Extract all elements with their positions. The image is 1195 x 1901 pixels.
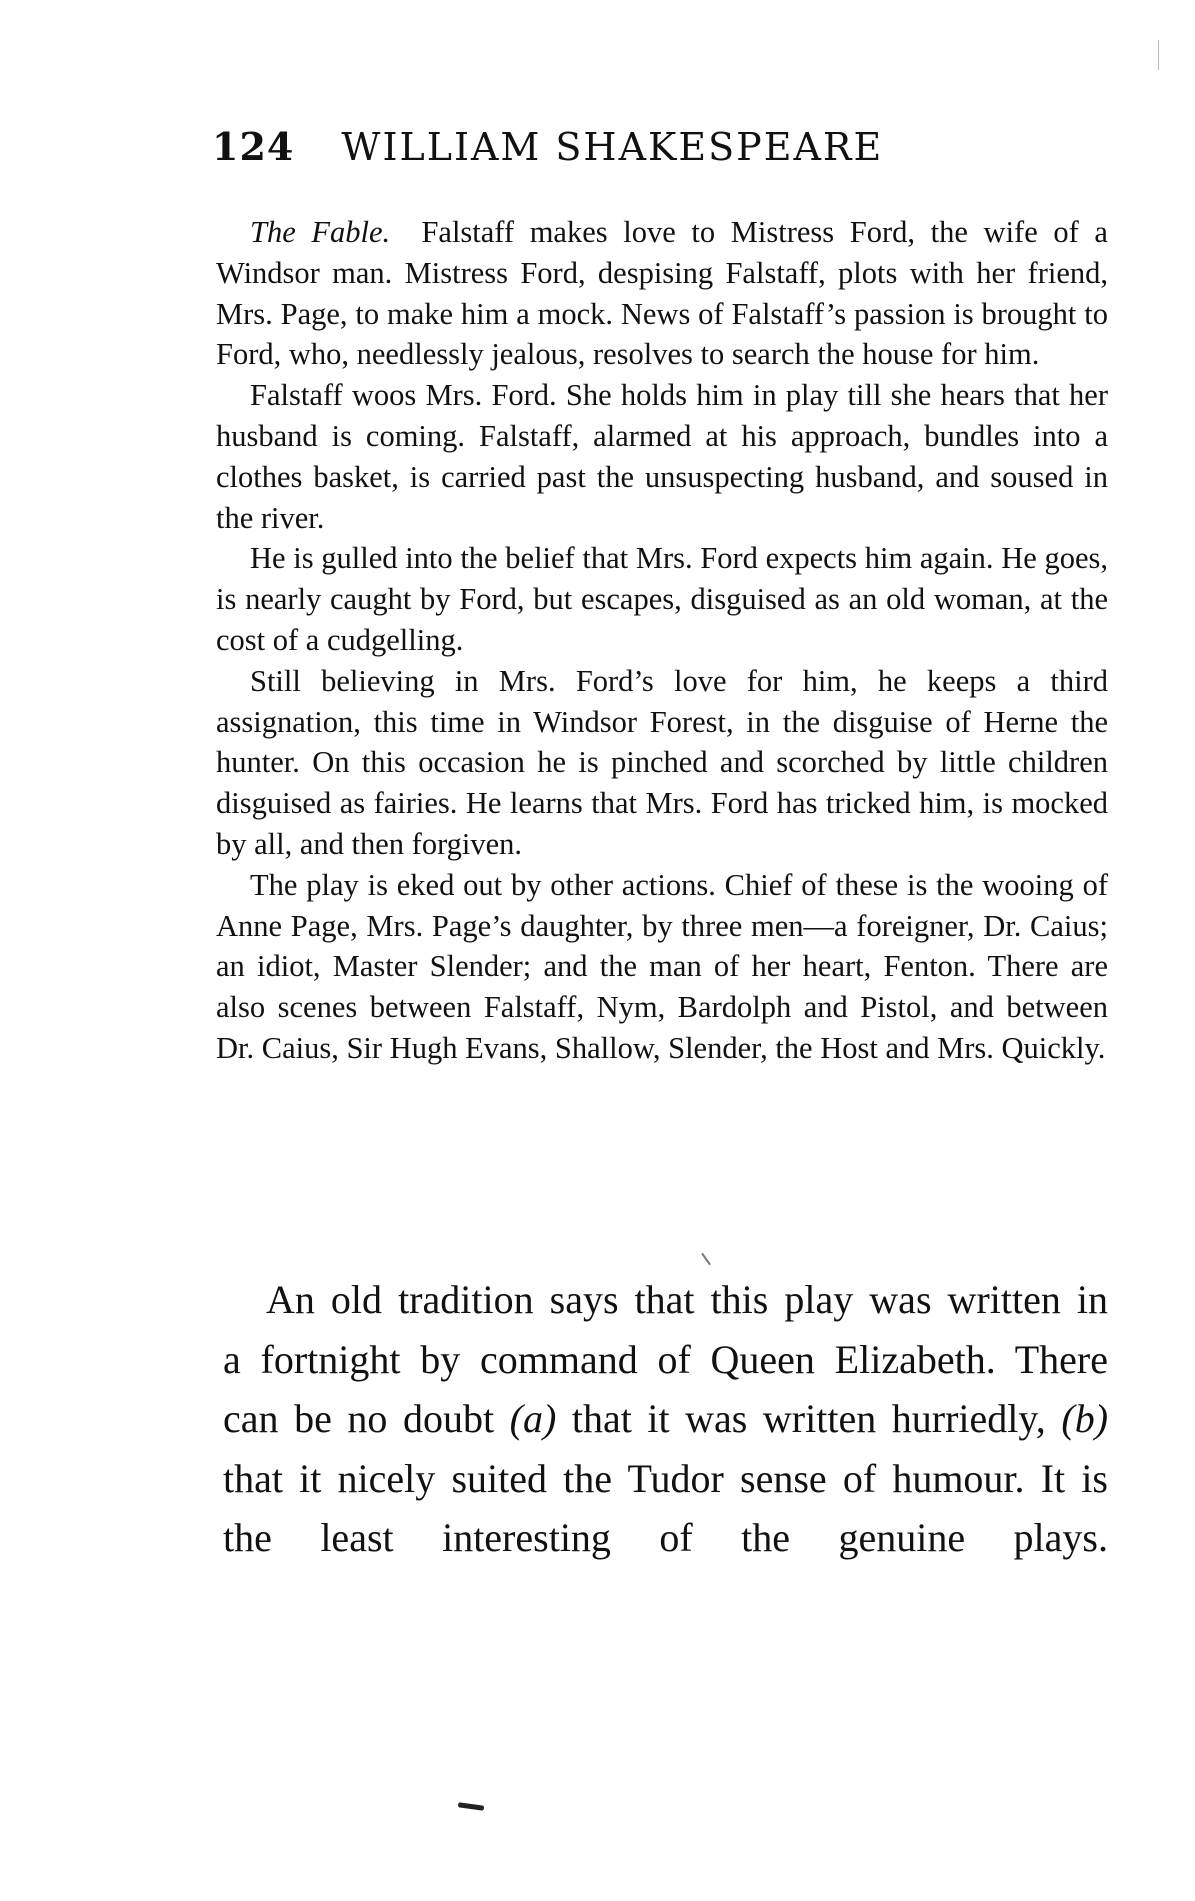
page-edge-mark bbox=[1158, 40, 1159, 70]
fable-paragraph-4: Still believing in Mrs. Ford’s love for him, he keeps a third assignation, this time in Windsor Forest, in the disguise of Herne the hunter. On this occasion he is pinched and scorched by little children disguised as fairies. He learns that Mrs. Ford has tricked him, is mocked by all, and then forgiven. bbox=[216, 663, 1108, 861]
stray-print-mark bbox=[701, 1253, 711, 1266]
fable-summary bbox=[216, 212, 1108, 1069]
page-header bbox=[212, 124, 1112, 169]
marker-a: (a) bbox=[509, 1396, 557, 1441]
ink-dash-mark bbox=[458, 1802, 484, 1811]
fable-paragraph-5: The play is eked out by other actions. Chief of these is the wooing of Anne Page, Mrs. Page’s daughter, by three men—a foreigner, Dr. Caius; an idiot, Master Slender; and the man of her heart, Fenton. There are also scenes between Falstaff, Nym, Bardolph and Pistol, and between Dr. Caius, Sir Hugh Evans, Shallow, Slender, the Host and Mrs. Quickly. bbox=[216, 867, 1108, 1065]
fable-paragraph-3: He is gulled into the belief that Mrs. Ford expects him again. He goes, is nearly caught by Ford, but escapes, disguised as an old woman, at the cost of a cudgelling. bbox=[216, 541, 1108, 657]
fable-paragraph-2: Falstaff woos Mrs. Ford. She holds him in play till she hears that her husband is coming. Falstaff, alarmed at his approach, bundles into a clothes basket, is carried past the unsuspecting husband, and soused in the river. bbox=[216, 378, 1108, 535]
marker-b: (b) bbox=[1061, 1396, 1109, 1441]
tradition-part-3: that it nicely suited the Tudor sense of humour. It is the least interesting of the genuine plays. bbox=[223, 1455, 1108, 1560]
tradition-part-2: that it was written hurriedly, bbox=[556, 1396, 1062, 1441]
tradition-text bbox=[223, 1270, 1108, 1568]
fable-lead-in: The Fable. bbox=[250, 215, 391, 249]
tradition-paragraph bbox=[223, 1270, 1108, 1568]
fable-paragraph-1 bbox=[216, 212, 1108, 375]
tradition-part-1: An old tradition says that this play was written in a fortnight by command of Queen Elizabeth. There can be no doubt bbox=[223, 1277, 1108, 1441]
fable-paragraph-1-text: Falstaff makes love to Mistress Ford, the wife of a Windsor man. Mistress Ford, despising Falstaff, plots with her friend, Mrs. Page, to make him a mock. News of Falstaff’s passion is brought to Ford, who, needlessly jealous, resolves to search the house for him. bbox=[216, 215, 1108, 372]
page-number: 124 bbox=[212, 124, 295, 169]
running-title: WILLIAM SHAKESPEARE bbox=[341, 125, 884, 169]
